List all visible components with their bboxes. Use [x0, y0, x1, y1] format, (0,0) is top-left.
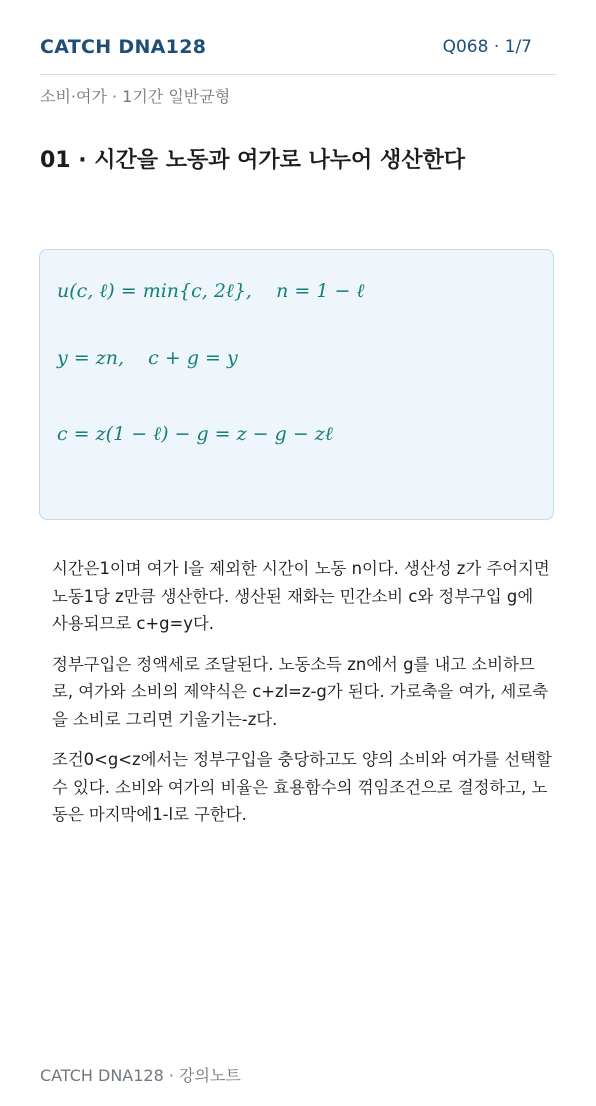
page-footer: CATCH DNA128 · 강의노트 [40, 1066, 241, 1085]
section-subtitle: 소비·여가 · 1기간 일반균형 [40, 87, 231, 106]
page-title: 01 · 시간을 노동과 여가로 나누어 생산한다 [40, 148, 465, 173]
body-text [52, 555, 552, 842]
formula-utility: u(c, ℓ) = min{c, 2ℓ}, n = 1 − ℓ [57, 280, 365, 302]
formula-production: y = zn, c + g = y [57, 347, 238, 369]
question-number: Q068 · 1/7 [442, 37, 532, 57]
page-header [40, 34, 556, 75]
formula-box [39, 249, 554, 520]
brand-title: CATCH DNA128 [40, 36, 207, 58]
paragraph-2: 정부구입은 정액세로 조달된다. 노동소득 zn에서 g를 내고 소비하므로, 여가와 소비의 제약식은 c+zl=z-g가 된다. 가로축을 여가, 세로축을 소비로 그리면 기울기는-z다. [52, 654, 549, 729]
formula-budget: c = z(1 − ℓ) − g = z − g − zℓ [57, 423, 333, 445]
paragraph-1: 시간은1이며 여가 l을 제외한 시간이 노동 n이다. 생산성 z가 주어지면 노동1당 z만큼 생산한다. 생산된 재화는 민간소비 c와 정부구입 g에 사용되므로 c+g=y다. [52, 559, 550, 633]
paragraph-3: 조건0<g<z에서는 정부구입을 충당하고도 양의 소비와 여가를 선택할 수 있다. 소비와 여가의 비율은 효용함수의 꺾임조건으로 결정하고, 노동은 마지막에1-l로 구한다. [52, 750, 552, 824]
